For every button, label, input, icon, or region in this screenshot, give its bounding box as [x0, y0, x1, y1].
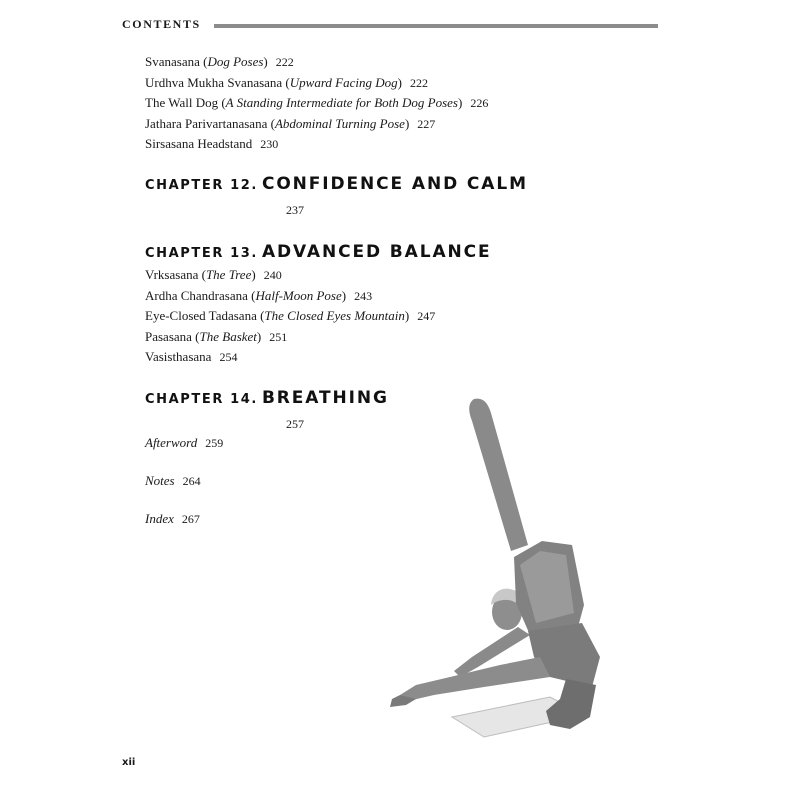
page-number: 222 — [275, 55, 294, 69]
chapter-title: CONFIDENCE AND CALM — [261, 174, 528, 194]
chapter-heading-14[interactable] — [145, 388, 389, 408]
page-number: 254 — [219, 350, 238, 364]
page-number: 267 — [181, 512, 200, 526]
chapter-page-number: 257 — [286, 417, 304, 431]
running-header — [122, 16, 658, 36]
page-number: 222 — [409, 75, 428, 90]
header-rule — [214, 24, 658, 28]
chapter-label: CHAPTER 13. — [145, 246, 258, 261]
page-number: 264 — [182, 474, 201, 488]
toc-entry[interactable]: Pasasana (The Basket) 251 — [145, 328, 288, 344]
toc-entry[interactable]: Sirsasana Headstand 230 — [145, 136, 279, 151]
toc-entry[interactable]: Urdhva Mukha Svanasana (Upward Facing Dog) 222 — [145, 74, 428, 90]
toc-entry[interactable]: Svanasana (Dog Poses) 222 — [145, 54, 294, 69]
toc-entries-top — [145, 52, 488, 155]
page-number: 226 — [470, 96, 489, 110]
chapter-page-number: 237 — [286, 203, 304, 217]
toc-entry[interactable]: Jathara Parivartanasana (Abdominal Turning Pose) 227 — [145, 115, 436, 131]
page-number: 243 — [354, 288, 373, 303]
header-title: CONTENTS — [122, 17, 201, 31]
yoga-pose-photo — [370, 395, 640, 740]
page-number: 240 — [263, 268, 282, 282]
back-matter-index[interactable]: Index 267 — [145, 511, 200, 526]
page-number: 251 — [269, 329, 288, 344]
toc-entry[interactable]: Eye-Closed Tadasana (The Closed Eyes Mountain) 247 — [145, 308, 436, 323]
toc-entries-ch13 — [145, 265, 435, 368]
back-matter-afterword[interactable]: Afterword 259 — [145, 435, 224, 450]
chapter-label: CHAPTER 14. — [145, 392, 258, 407]
page-number: 227 — [417, 116, 436, 131]
toc-entry[interactable]: Ardha Chandrasana (Half-Moon Pose) 243 — [145, 287, 373, 303]
page-number: 230 — [260, 137, 279, 151]
page-number: 247 — [417, 309, 436, 323]
back-matter-notes[interactable]: Notes 264 — [145, 473, 201, 488]
chapter-title: BREATHING — [261, 388, 389, 408]
page-folio: xii — [122, 757, 136, 768]
chapter-title: ADVANCED BALANCE — [261, 242, 492, 262]
toc-entry[interactable]: Vasisthasana 254 — [145, 349, 238, 364]
toc-entry[interactable]: The Wall Dog (A Standing Intermediate for Both Dog Poses) 226 — [145, 95, 489, 110]
chapter-heading-12[interactable] — [145, 174, 528, 194]
toc-entry[interactable]: Vrksasana (The Tree) 240 — [145, 267, 282, 282]
page-number: 259 — [205, 436, 224, 450]
chapter-heading-13[interactable] — [145, 242, 492, 262]
chapter-label: CHAPTER 12. — [145, 178, 258, 193]
